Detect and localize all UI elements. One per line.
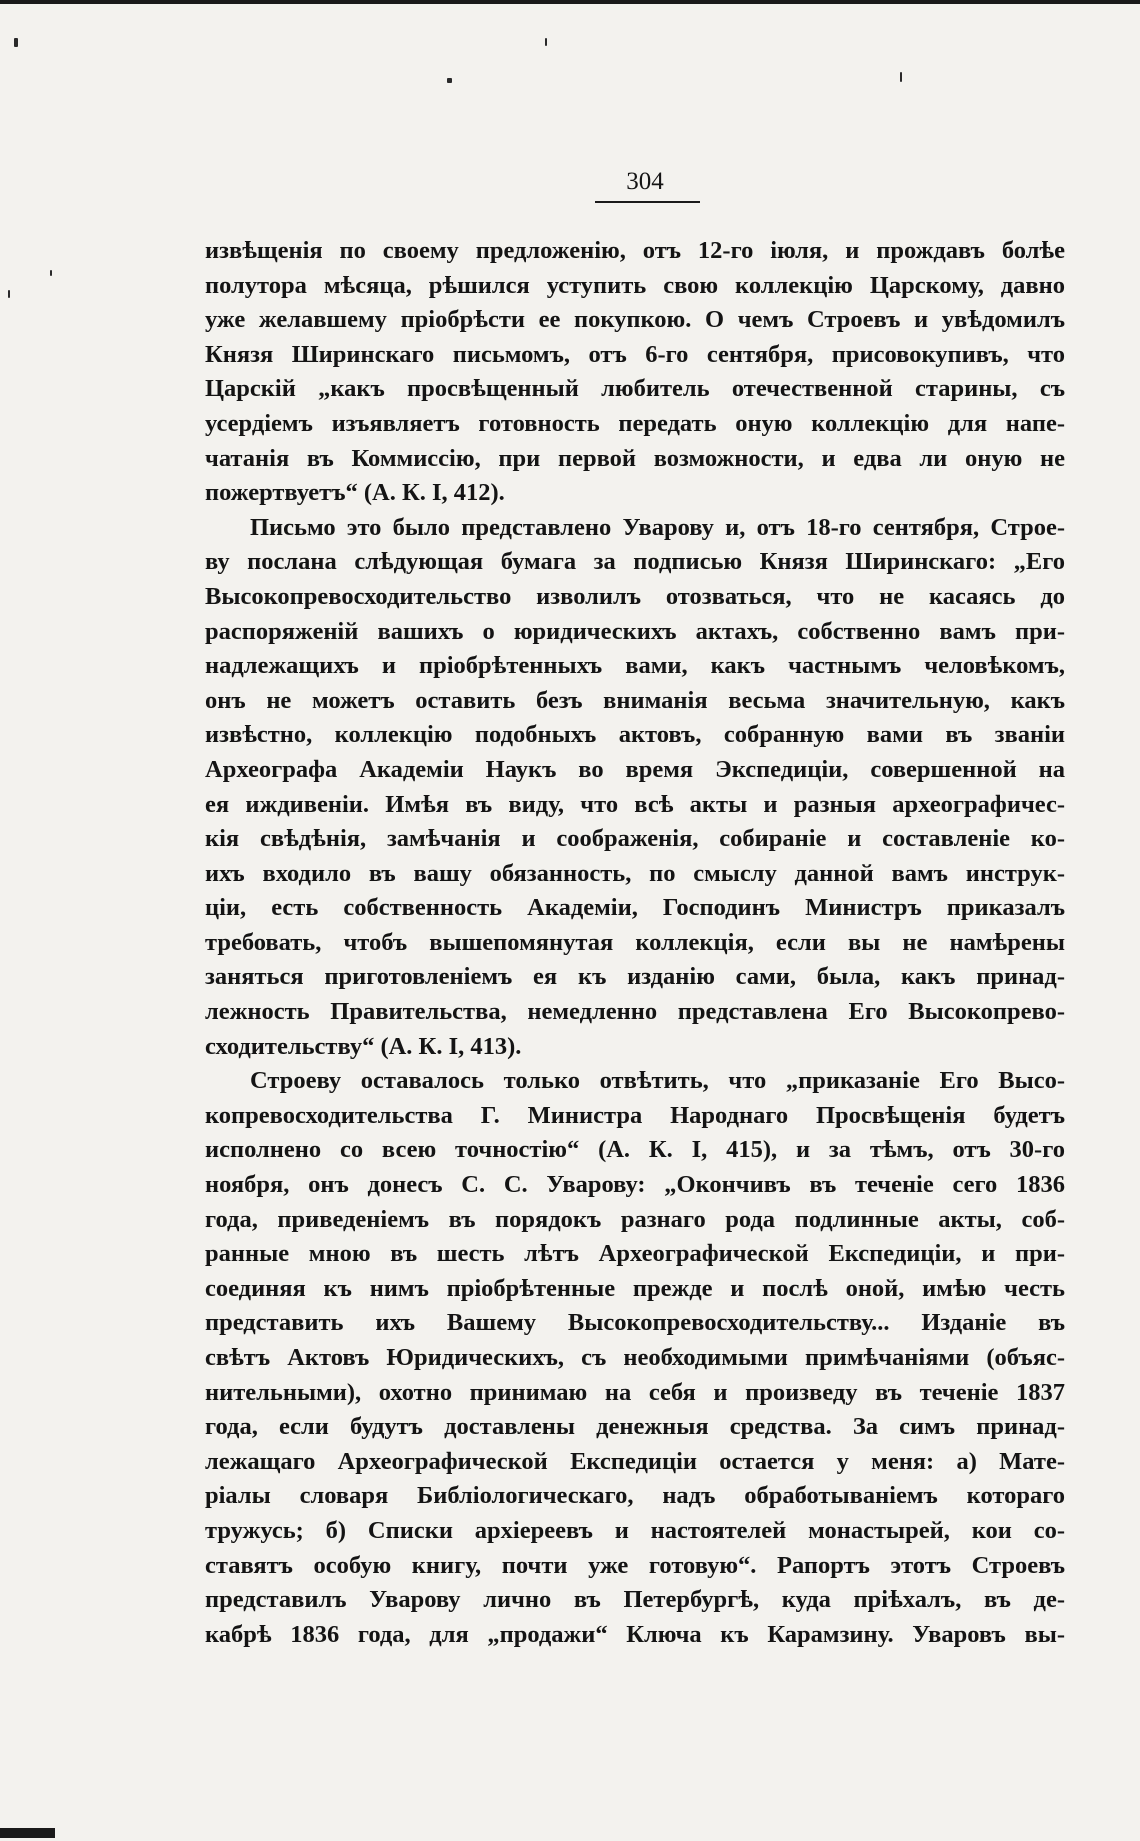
text-line: Высокопревосходительство изволилъ отозваться, что не касаясь до	[205, 582, 1065, 610]
page-number: 304	[626, 168, 664, 195]
text-line: Строеву оставалось только отвѣтить, что „приказаніе Его Высо-	[250, 1067, 1065, 1095]
text-line: усердіемъ изъявляетъ готовность передать оную коллекцію для напе-	[205, 409, 1065, 437]
text-line: кія свѣдѣнія, замѣчанія и соображенія, собираніе и составленіе ко-	[205, 825, 1065, 853]
text-line: Князя Ширинскаго письмомъ, отъ 6-го сентября, присовокупивъ, что	[205, 340, 1065, 368]
text-line: сходительству“ (А. К. I, 413).	[205, 1032, 522, 1060]
text-line: извѣстно, коллекцію подобныхъ актовъ, собранную вами въ званіи	[205, 721, 1065, 749]
scan-top-edge	[0, 0, 1140, 4]
text-line: ціи, есть собственность Академіи, Господинъ Министръ приказалъ	[205, 894, 1065, 922]
text-line: кабрѣ 1836 года, для „продажи“ Ключа къ Карамзину. Уваровъ вы-	[205, 1620, 1065, 1648]
text-line: соединяя къ нимъ пріобрѣтенные прежде и послѣ оной, имѣю честь	[205, 1274, 1065, 1302]
text-line: ранные мною въ шесть лѣтъ Археографической Експедиціи, и при-	[205, 1240, 1065, 1268]
text-line: года, если будутъ доставлены денежныя средства. За симъ принад-	[205, 1413, 1065, 1441]
text-line: копревосходительства Г. Министра Народнаго Просвѣщенія будетъ	[205, 1101, 1065, 1129]
text-line: чатанія въ Коммиссію, при первой возможности, и едва ли оную не	[205, 444, 1065, 472]
scan-speck	[447, 78, 452, 83]
text-line: заняться приготовленіемъ ея къ изданію сами, была, какъ принад-	[205, 963, 1065, 991]
text-line: представилъ Уварову лично въ Петербургѣ, куда пріѣхалъ, въ де-	[205, 1586, 1065, 1614]
text-line: полутора мѣсяца, рѣшился уступить свою коллекцію Царскому, давно	[205, 271, 1065, 299]
text-line: ихъ входило въ вашу обязанность, по смыслу данной вамъ инструк-	[205, 859, 1065, 887]
text-line: представить ихъ Вашему Высокопревосходительству... Изданіе въ	[205, 1309, 1065, 1337]
text-line: извѣщенія по своему предложенію, отъ 12-го іюля, и прождавъ болѣе	[205, 237, 1065, 264]
text-line: свѣтъ Актовъ Юридическихъ, съ необходимыми примѣчаніями (объяс-	[205, 1344, 1065, 1371]
text-line: ріалы словаря Библіологическаго, надъ обработываніемъ котораго	[205, 1482, 1065, 1510]
text-line: уже желавшему пріобрѣсти ее покупкою. О чемъ Строевъ и увѣдомилъ	[205, 306, 1065, 334]
text-line: исполнено со всею точностію“ (А. К. I, 415), и за тѣмъ, отъ 30-го	[205, 1136, 1065, 1164]
text-line: Царскій „какъ просвѣщенный любитель отечественной старины, съ	[205, 375, 1065, 403]
text-line: лежащаго Археографической Експедиціи остается у меня: а) Мате-	[205, 1447, 1065, 1475]
text-line: ставятъ особую книгу, почти уже готовую“. Рапортъ этотъ Строевъ	[205, 1551, 1065, 1579]
scan-speck	[900, 72, 902, 82]
text-line: Письмо это было представлено Уварову и, отъ 18-го сентября, Строе-	[250, 513, 1065, 541]
text-line: онъ не можетъ оставить безъ вниманія весьма значительную, какъ	[205, 686, 1065, 714]
text-line: надлежащихъ и пріобрѣтенныхъ вами, какъ частнымъ человѣкомъ,	[205, 652, 1065, 680]
scan-speck	[14, 38, 18, 47]
text-line: ноября, онъ донесъ С. С. Уварову: „Окончивъ въ теченіе сего 1836	[205, 1171, 1065, 1199]
scan-speck	[8, 290, 10, 298]
text-line: требовать, чтобъ вышепомянутая коллекція, если вы не намѣрены	[205, 928, 1065, 956]
scan-bottom-edge	[0, 1828, 55, 1838]
text-line: Археографа Академіи Наукъ во время Экспедиціи, совершенной на	[205, 755, 1065, 783]
text-line: нительными), охотно принимаю на себя и произведу въ теченіе 1837	[205, 1378, 1065, 1406]
text-line: ву послана слѣдующая бумага за подписью Князя Ширинскаго: „Его	[205, 548, 1065, 576]
scan-speck	[50, 270, 52, 276]
text-line: ея иждивеніи. Имѣя въ виду, что всѣ акты и разныя археографичес-	[205, 790, 1065, 818]
body-text	[205, 234, 1065, 1652]
text-line: распоряженій вашихъ о юридическихъ актахъ, собственно вамъ при-	[205, 617, 1065, 645]
text-line: пожертвуетъ“ (А. К. I, 412).	[205, 479, 505, 507]
scan-speck	[545, 38, 547, 46]
text-line: года, приведеніемъ въ порядокъ разнаго рода подлинные акты, соб-	[205, 1205, 1065, 1233]
text-line: лежность Правительства, немедленно представлена Его Высокопрево-	[205, 998, 1065, 1026]
text-line: тружусь; б) Списки архіереевъ и настоятелей монастырей, кои со-	[205, 1516, 1065, 1544]
page-number-rule	[595, 201, 700, 203]
